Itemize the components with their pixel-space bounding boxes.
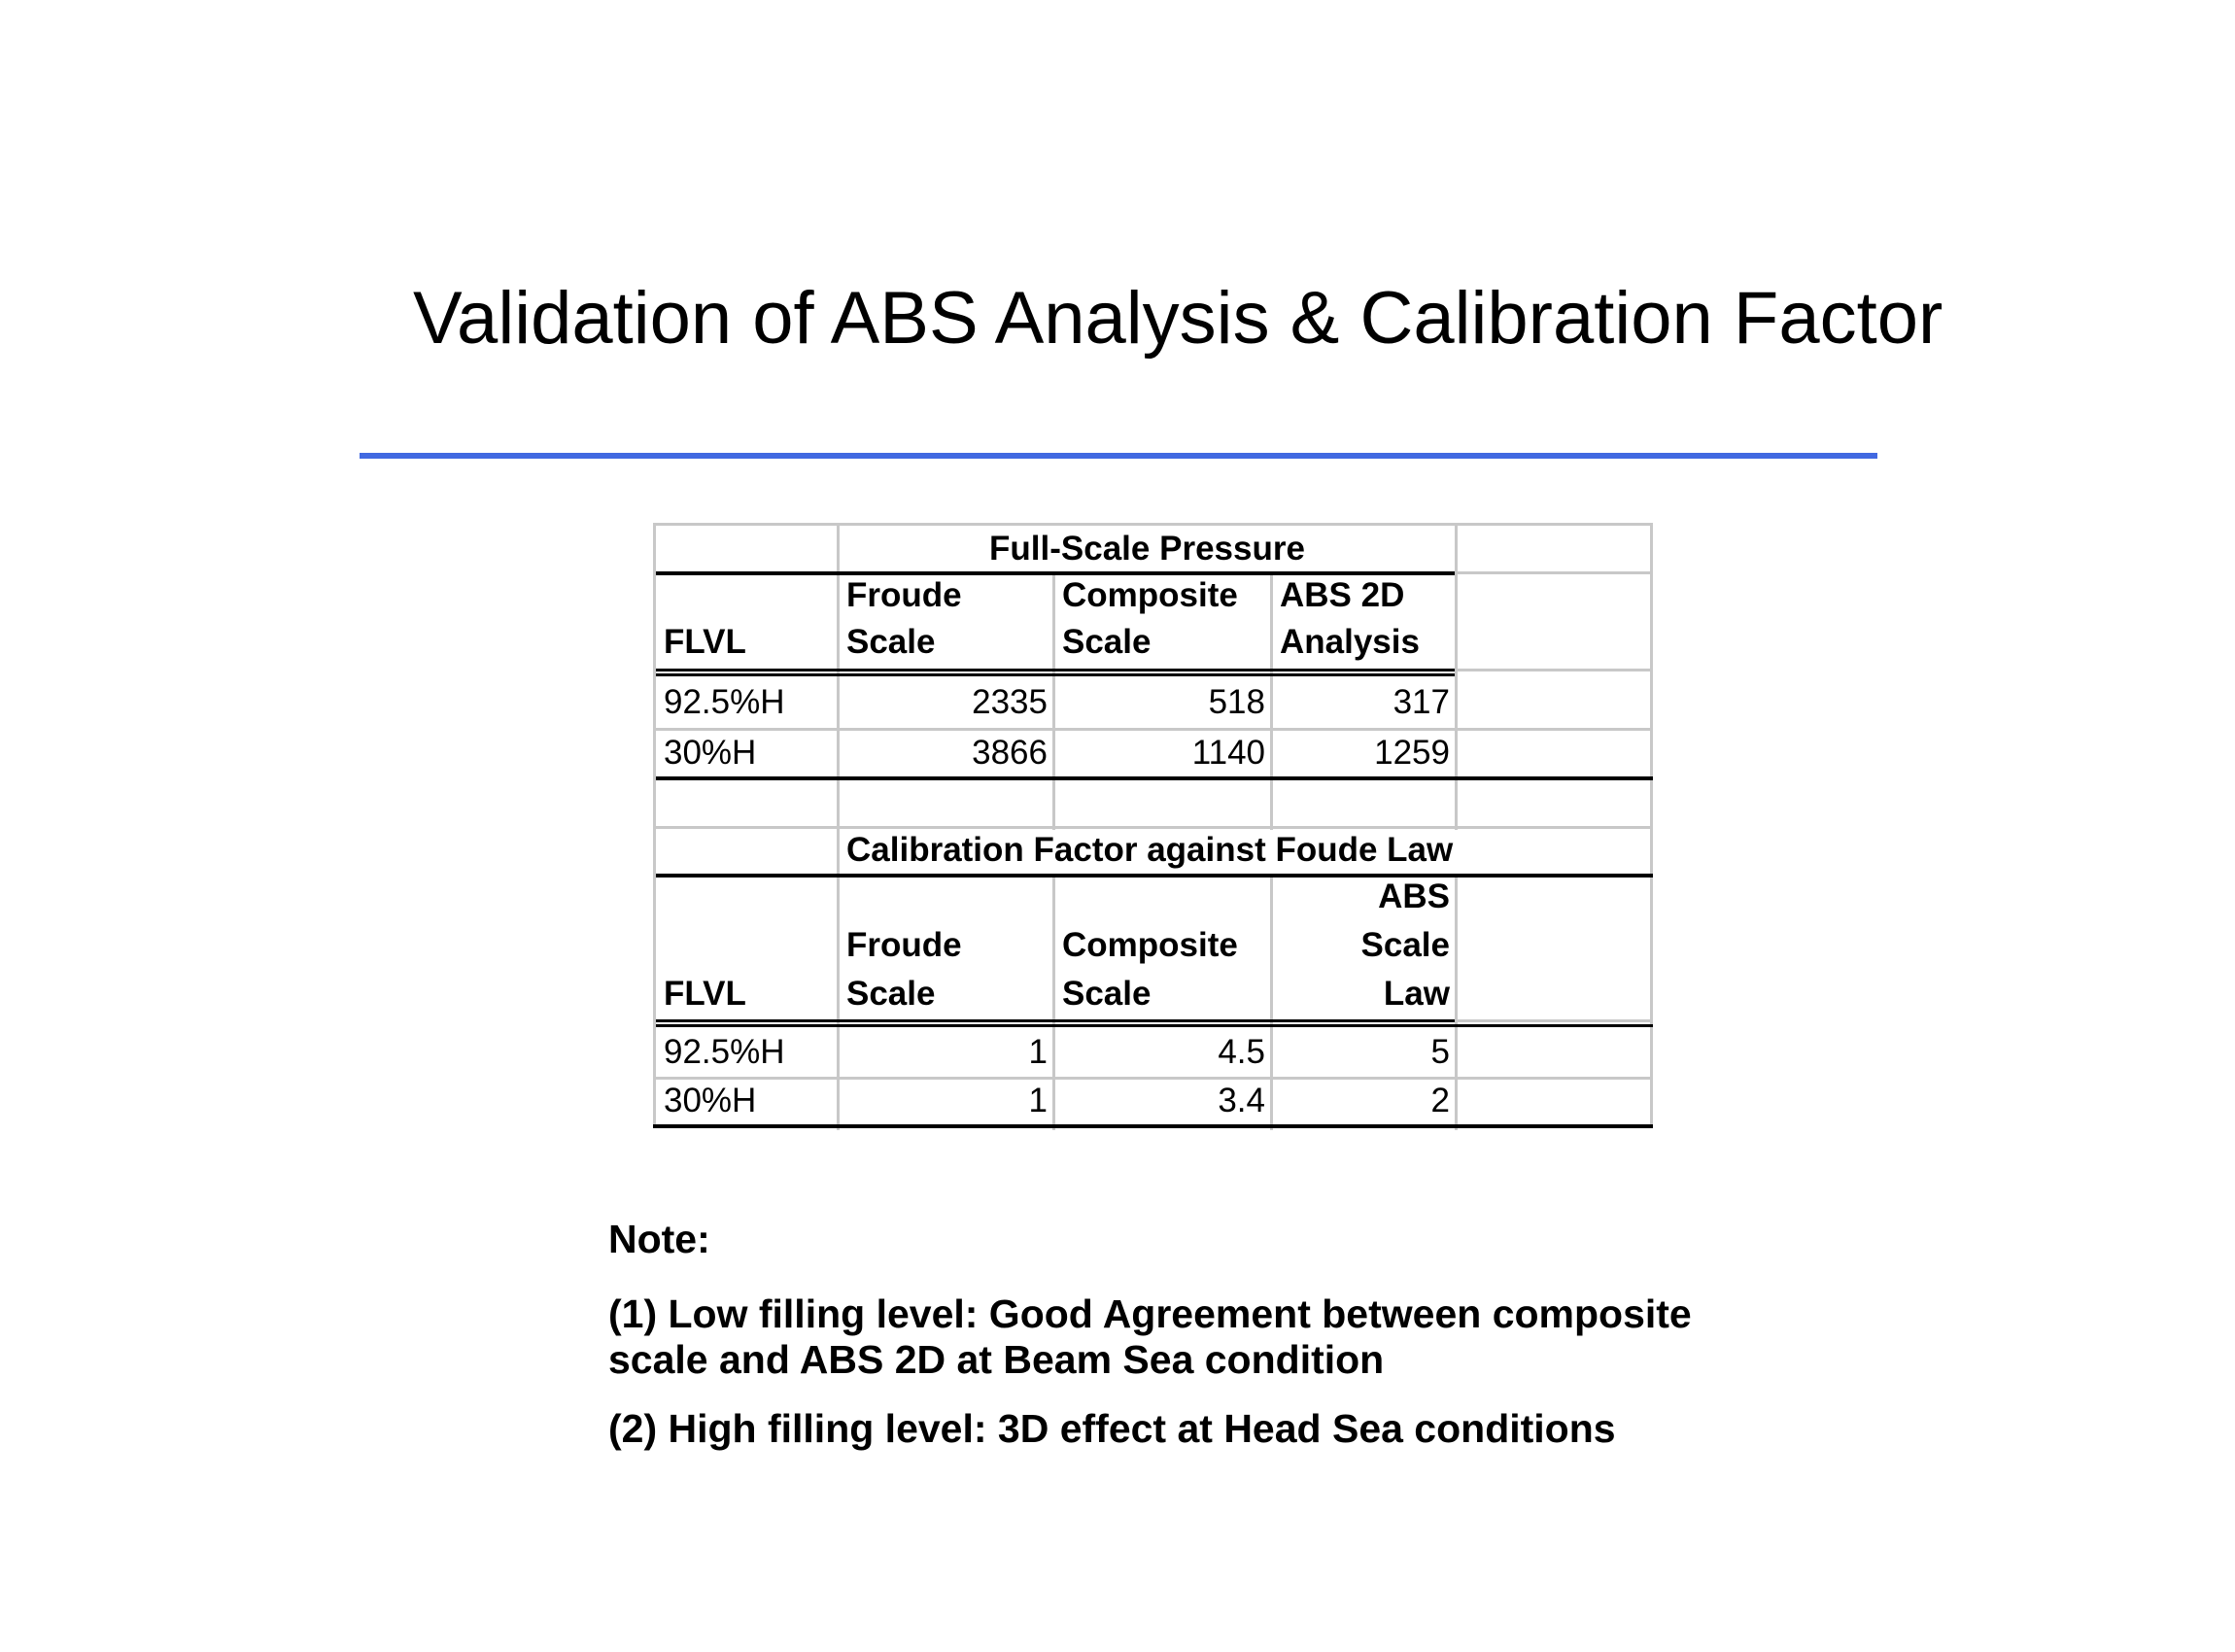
- table1-col-composite-line1: Composite: [1062, 576, 1238, 614]
- table-row-composite: 518: [1208, 683, 1265, 721]
- note-item: (2) High filling level: 3D effect at Head Sea conditions: [608, 1406, 1616, 1451]
- table1-group-header: Full-Scale Pressure: [989, 530, 1305, 568]
- notes-block: [608, 1217, 1774, 1475]
- table-row-flvl: 92.5%H: [664, 1033, 785, 1071]
- table2-col-flvl: FLVL: [664, 975, 746, 1013]
- table2-col-abs-line1: ABS: [1378, 878, 1450, 915]
- table-row-composite: 3.4: [1218, 1082, 1265, 1119]
- table-row-flvl: 30%H: [664, 1082, 757, 1119]
- table-row-abs: 317: [1393, 683, 1450, 721]
- table-row-froude: 3866: [972, 734, 1048, 772]
- table-row-froude: 2335: [972, 683, 1048, 721]
- grid-line: [1455, 1019, 1653, 1022]
- grid-line: [1455, 669, 1653, 671]
- table2-col-froude-line1: Froude: [846, 926, 962, 964]
- rule: [653, 1124, 1653, 1128]
- table-row-froude: 1: [1028, 1082, 1048, 1119]
- table1-col-abs-line2: Analysis: [1280, 623, 1420, 661]
- table2-col-composite-line1: Composite: [1062, 926, 1238, 964]
- rule: [656, 776, 1653, 780]
- table1-col-abs-line1: ABS 2D: [1280, 576, 1405, 614]
- table1-col-composite-line2: Scale: [1062, 623, 1152, 661]
- table-row-abs: 1259: [1374, 734, 1450, 772]
- table-row-abs: 2: [1430, 1082, 1450, 1119]
- table2-col-froude-line2: Scale: [846, 975, 936, 1013]
- table2-col-abs-line3: Law: [1383, 975, 1450, 1013]
- table-row-composite: 4.5: [1218, 1033, 1265, 1071]
- slide-title: Validation of ABS Analysis & Calibration Factor: [413, 277, 1943, 360]
- results-table: [653, 523, 1653, 1127]
- note-item: (1) Low filling level: Good Agreement between composite scale and ABS 2D at Beam Sea condition: [608, 1291, 1692, 1382]
- table-row-froude: 1: [1028, 1033, 1048, 1071]
- table-row-flvl: 30%H: [664, 734, 757, 772]
- table2-group-header: Calibration Factor against Foude Law: [846, 831, 1454, 869]
- table2-col-composite-line2: Scale: [1062, 975, 1152, 1013]
- table-row-composite: 1140: [1191, 734, 1265, 772]
- rule: [656, 874, 1653, 878]
- notes-heading: Note:: [608, 1217, 710, 1261]
- grid-line: [1455, 571, 1653, 574]
- table1-col-froude-line2: Scale: [846, 623, 936, 661]
- table-row-abs: 5: [1430, 1033, 1450, 1071]
- title-underline: [360, 453, 1877, 459]
- table1-col-flvl: FLVL: [664, 623, 746, 661]
- table-row-flvl: 92.5%H: [664, 683, 785, 721]
- rule: [656, 669, 1455, 676]
- table1-col-froude-line1: Froude: [846, 576, 962, 614]
- table2-col-abs-line2: Scale: [1360, 926, 1450, 964]
